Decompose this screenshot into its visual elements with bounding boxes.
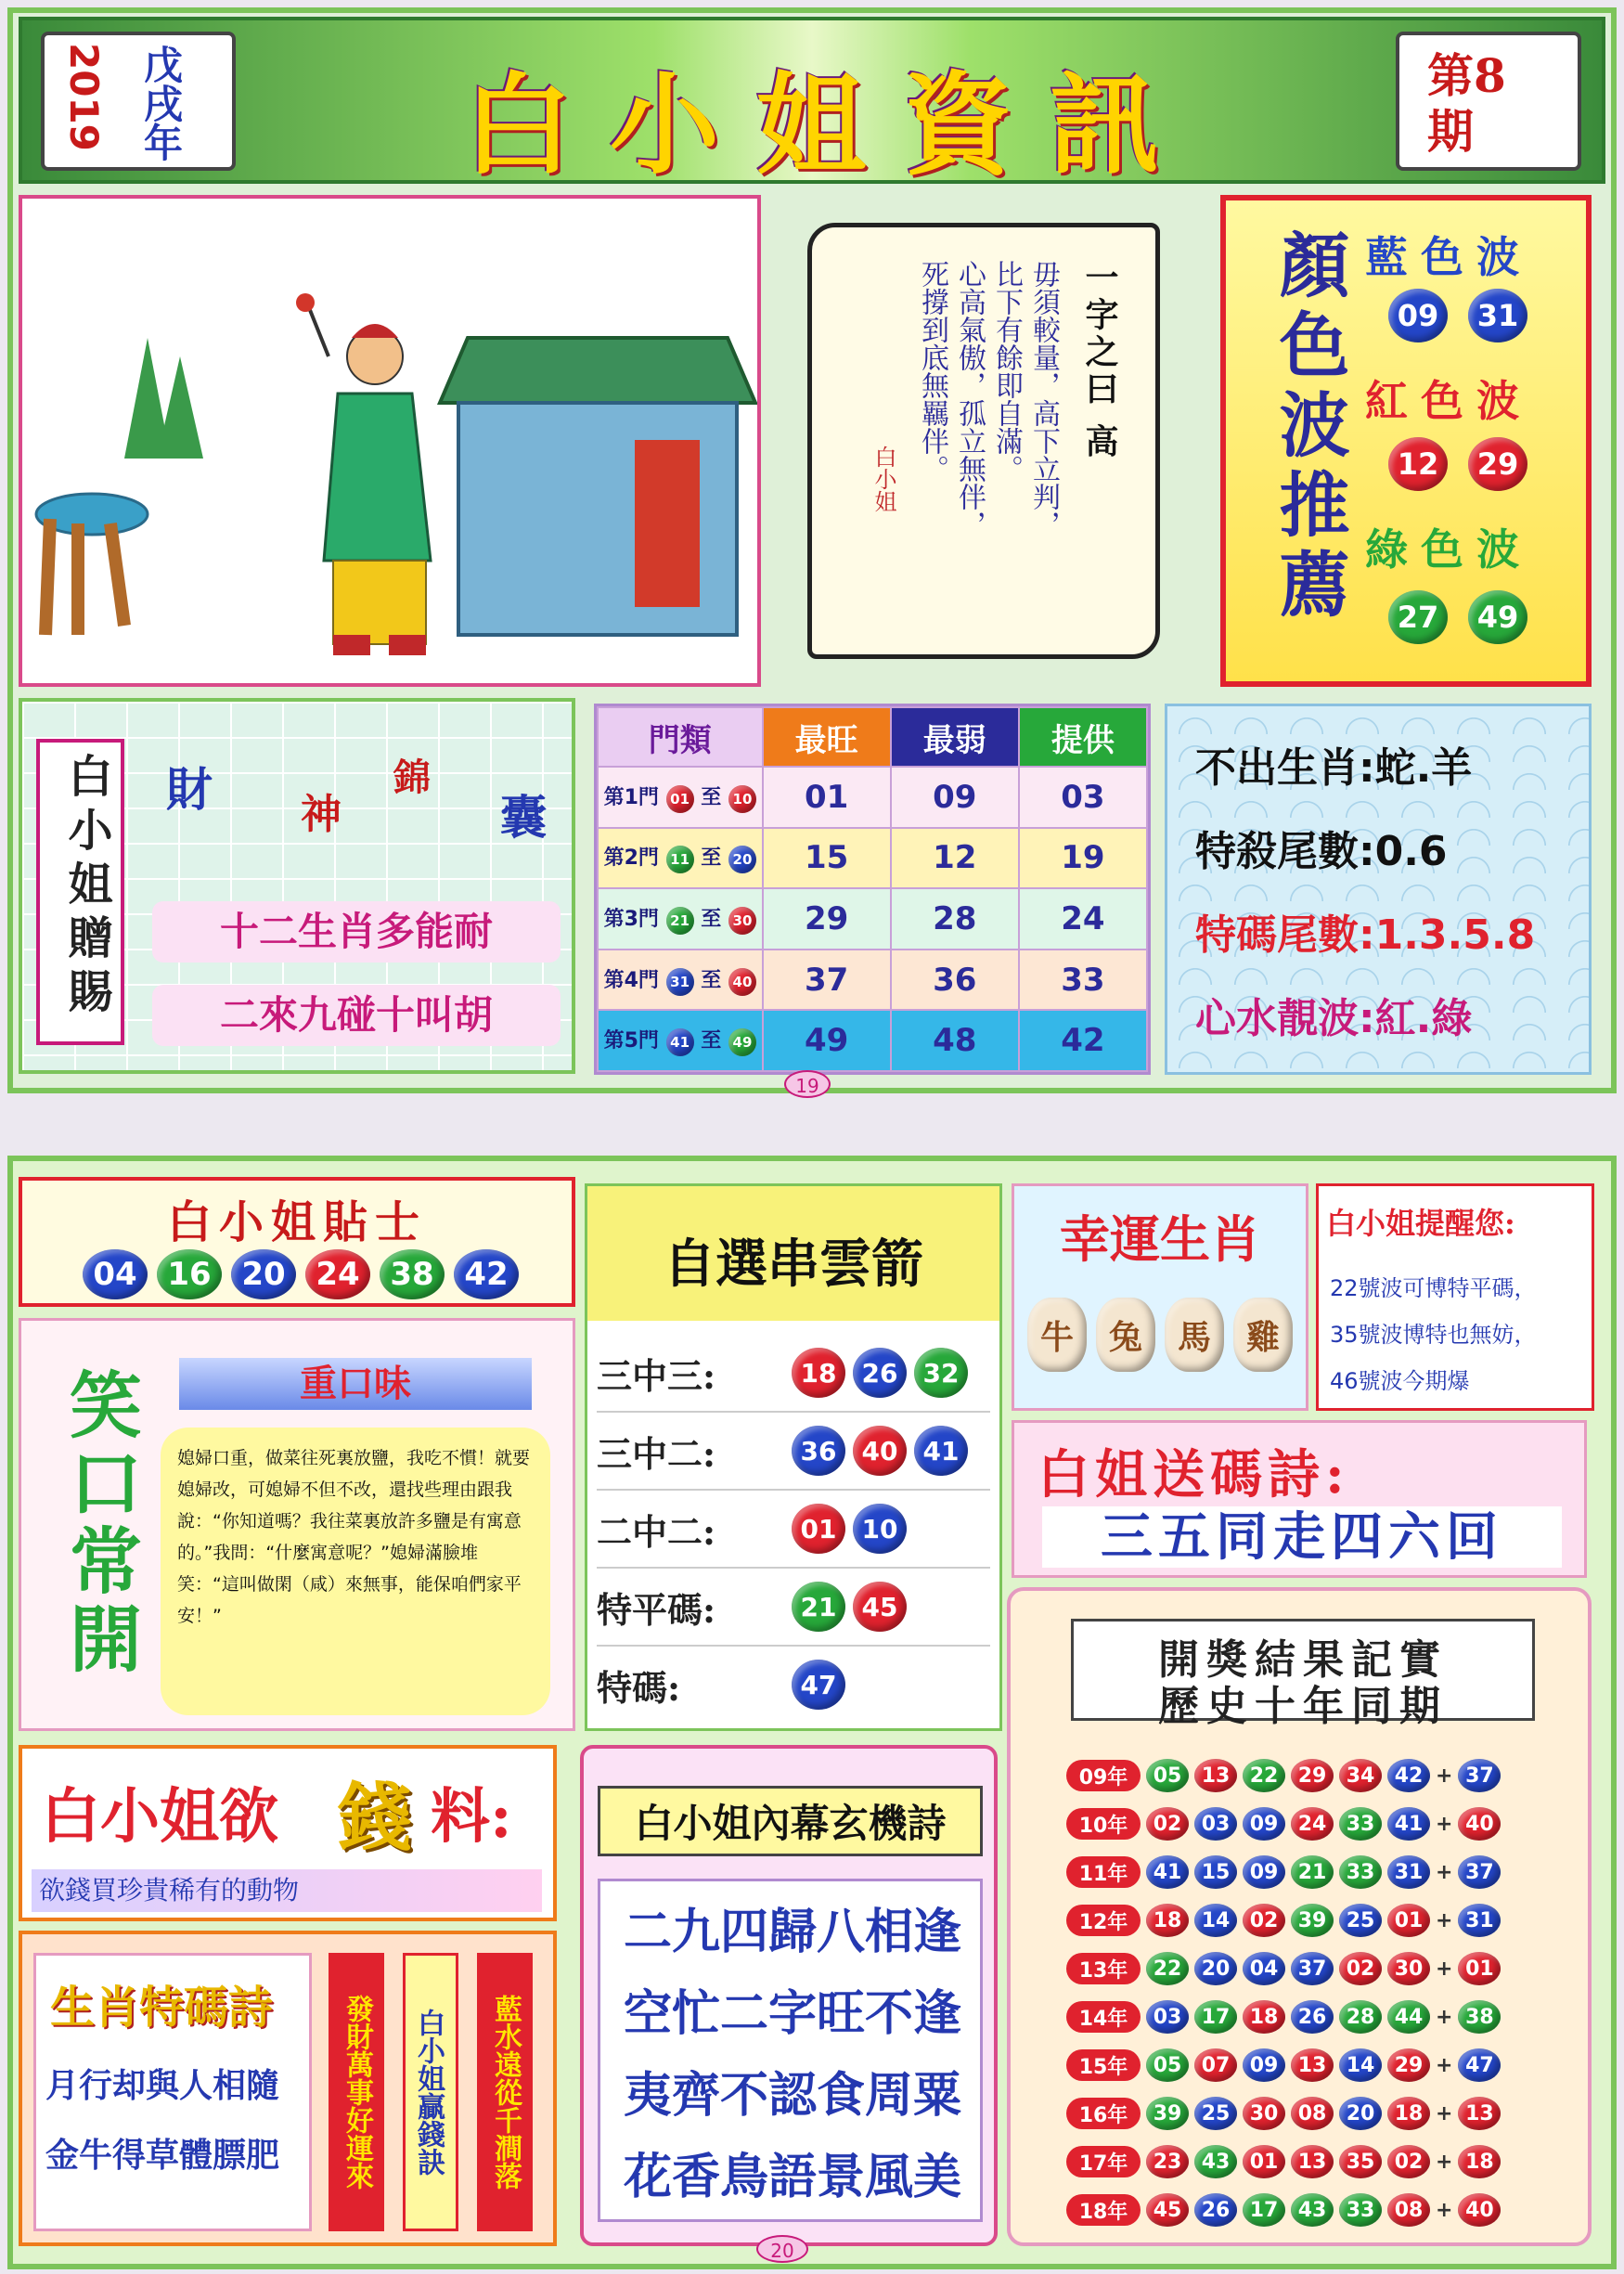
range-from: 21 — [666, 907, 694, 935]
history-year: 12年 — [1066, 1905, 1141, 1936]
history-number-ball: 25 — [1339, 1904, 1382, 1937]
history-number-ball: 18 — [1243, 2000, 1285, 2034]
table-cell: 19 — [1019, 828, 1147, 889]
number-ball: 40 — [853, 1426, 907, 1476]
history-number-ball: 22 — [1146, 1952, 1189, 1985]
history-special-ball: 40 — [1458, 1807, 1501, 1841]
lucky-animals — [1027, 1298, 1293, 1372]
year-book — [41, 32, 236, 171]
history-number-ball: 13 — [1291, 2048, 1334, 2082]
history-number-ball: 39 — [1146, 2097, 1189, 2130]
history-number-ball: 01 — [1387, 1904, 1430, 1937]
history-row — [1066, 1806, 1586, 1841]
joke-text: 媳婦口重，做菜往死裏放鹽，我吃不慣！就要媳婦改，可媳婦不但不改，還找些理由跟我說：“你知道嗎？我往菜裏放許多鹽是有寓意的。”我問：“什麼寓意呢？”媳婦滿臉堆笑：“這叫做閑（咸）來無事，能保咱們家平安！” — [161, 1428, 550, 1715]
history-number-ball: 33 — [1339, 1855, 1382, 1889]
reminder-panel — [1316, 1183, 1594, 1411]
stats-panel — [1165, 704, 1592, 1075]
history-year: 10年 — [1066, 1808, 1141, 1840]
history-number-ball: 02 — [1339, 1952, 1382, 1985]
history-year: 18年 — [1066, 2194, 1141, 2226]
table-cell: 48 — [891, 1010, 1019, 1071]
history-number-ball: 26 — [1291, 2000, 1334, 2034]
history-number-ball: 42 — [1387, 1759, 1430, 1792]
range-to: 30 — [728, 907, 756, 935]
range-to-char: 至 — [701, 907, 722, 931]
history-number-ball: 41 — [1387, 1807, 1430, 1841]
wave-numbers-blue — [1388, 289, 1527, 342]
history-number-ball: 33 — [1339, 2193, 1382, 2227]
range-to: 40 — [728, 968, 756, 996]
number-ball: 27 — [1388, 590, 1448, 644]
history-number-ball: 17 — [1194, 2000, 1237, 2034]
inner-poem-panel — [580, 1745, 998, 2246]
history-number-ball: 26 — [1194, 2193, 1237, 2227]
history-year: 15年 — [1066, 2049, 1141, 2081]
zodiac-poem-line-2: 金牛得草體膘肥 — [45, 2136, 280, 2175]
history-number-ball: 09 — [1243, 1807, 1285, 1841]
history-title-1: 開獎結果記實 — [1158, 1636, 1448, 1684]
gate-range — [598, 767, 763, 828]
history-row — [1066, 1854, 1586, 1890]
history-number-ball: 44 — [1387, 2000, 1430, 2034]
history-number-ball: 18 — [1146, 1904, 1189, 1937]
history-row — [1066, 2096, 1586, 2131]
history-number-ball: 14 — [1194, 1904, 1237, 1937]
history-number-ball: 18 — [1387, 2097, 1430, 2130]
gate-name: 第5門 — [603, 1029, 659, 1053]
inner-poem-line-2: 空忙二字旺不逢 — [623, 1985, 961, 2042]
history-special-ball: 13 — [1458, 2097, 1501, 2130]
gate-table — [597, 706, 1148, 1072]
stat-kill-tail: 特殺尾數:0.6 — [1195, 828, 1448, 875]
gate-name: 第3門 — [603, 907, 659, 931]
history-number-ball: 04 — [1243, 1952, 1285, 1985]
history-number-ball: 01 — [1243, 2145, 1285, 2178]
history-number-ball: 29 — [1291, 1759, 1334, 1792]
history-number-ball: 05 — [1146, 2048, 1189, 2082]
history-year: 09年 — [1066, 1760, 1141, 1791]
history-row — [1066, 2048, 1586, 2083]
inner-poem-line-1: 二九四歸八相逢 — [623, 1904, 961, 1960]
want-money-panel — [19, 1745, 557, 1921]
history-number-ball: 09 — [1243, 1855, 1285, 1889]
history-special-ball: 18 — [1458, 2145, 1501, 2178]
money-char: 錢 — [338, 1774, 412, 1861]
joke-side-title: 笑口常開 — [58, 1367, 142, 1679]
table-cell: 24 — [1019, 888, 1147, 950]
history-year: 13年 — [1066, 1953, 1141, 1984]
history-number-ball: 13 — [1291, 2145, 1334, 2178]
history-number-ball: 30 — [1387, 1952, 1430, 1985]
rabbit-icon: 兔 — [1096, 1298, 1155, 1372]
history-number-ball: 05 — [1146, 1759, 1189, 1792]
number-ball: 24 — [305, 1249, 370, 1299]
range-from: 01 — [666, 785, 694, 813]
history-year: 17年 — [1066, 2146, 1141, 2177]
bag-char-2: 神 — [301, 791, 342, 838]
want-money-subtitle: 欲錢買珍貴稀有的動物 — [32, 1869, 542, 1912]
history-year: 14年 — [1066, 2001, 1141, 2033]
history-panel — [1007, 1587, 1592, 2246]
scroll-line-1: 毋須較量，高下立判， — [1027, 260, 1060, 538]
wave-label-green: 綠色波 — [1365, 524, 1532, 575]
range-to: 10 — [728, 785, 756, 813]
history-number-ball: 24 — [1291, 1807, 1334, 1841]
history-special-ball: 38 — [1458, 2000, 1501, 2034]
table-cell: 37 — [763, 950, 891, 1011]
gate-range — [598, 1010, 763, 1071]
history-number-ball: 41 — [1146, 1855, 1189, 1889]
history-number-ball: 33 — [1339, 1807, 1382, 1841]
history-number-ball: 02 — [1243, 1904, 1285, 1937]
wave-numbers-red — [1388, 437, 1527, 491]
want-money-title-a: 白小姐欲 — [41, 1782, 278, 1852]
table-cell: 03 — [1019, 767, 1147, 828]
joke-panel — [19, 1318, 575, 1731]
inner-poem-line-3: 夷齊不認食周粟 — [623, 2067, 961, 2124]
stat-wave: 心水靚波:紅.綠 — [1195, 995, 1473, 1042]
story-illustration — [22, 199, 757, 683]
reminder-line-2: 35號波博特也無妨， — [1330, 1322, 1537, 1348]
ox-icon: 牛 — [1027, 1298, 1087, 1372]
history-year: 16年 — [1066, 2098, 1141, 2129]
self-pick-panel — [585, 1183, 1002, 1731]
history-special-ball: 01 — [1458, 1952, 1501, 1985]
table-row — [598, 767, 1147, 828]
history-special-ball: 37 — [1458, 1855, 1501, 1889]
inner-poem-title: 白小姐內幕玄機詩 — [598, 1786, 983, 1856]
history-special-ball: 47 — [1458, 2048, 1501, 2082]
header-banner — [19, 17, 1605, 189]
reminder-line-1: 22號波可博特平碼， — [1330, 1275, 1537, 1301]
number-ball: 42 — [454, 1249, 519, 1299]
plus-sign: + — [1436, 2198, 1453, 2222]
history-number-ball: 15 — [1194, 1855, 1237, 1889]
issue-label: 第8期 — [1427, 48, 1506, 159]
issue-book — [1396, 32, 1581, 171]
plus-sign: + — [1436, 2053, 1453, 2077]
history-number-ball: 25 — [1194, 2097, 1237, 2130]
history-row — [1066, 1999, 1586, 2035]
gate-range — [598, 950, 763, 1011]
plus-sign: + — [1436, 1957, 1453, 1981]
history-number-ball: 43 — [1291, 2193, 1334, 2227]
number-ball: 01 — [792, 1504, 845, 1554]
gate-header: 門類 — [598, 707, 763, 767]
history-year: 11年 — [1066, 1856, 1141, 1888]
tips-title: 白小姐貼士 — [166, 1196, 427, 1248]
plus-sign: + — [1436, 2005, 1453, 2029]
history-special-ball: 37 — [1458, 1759, 1501, 1792]
number-ball: 29 — [1468, 437, 1527, 491]
bag-char-3: 錦 — [393, 756, 431, 799]
pick-row — [597, 1491, 990, 1569]
number-ball: 36 — [792, 1426, 845, 1476]
number-ball: 12 — [1388, 437, 1448, 491]
scroll-line-3: 心高氣傲，孤立無伴， — [953, 260, 986, 538]
pick-label: 特碼: — [597, 1666, 681, 1709]
stat-special-tail: 特碼尾數:1.3.5.8 — [1195, 911, 1536, 959]
table-cell: 36 — [891, 950, 1019, 1011]
number-ball: 20 — [231, 1249, 296, 1299]
plus-sign: + — [1436, 1860, 1453, 1884]
banner-right: 藍水遠從千澗落 — [477, 1953, 533, 2231]
table-row — [598, 828, 1147, 889]
history-number-ball: 29 — [1387, 2048, 1430, 2082]
gate-header: 最旺 — [763, 707, 891, 767]
number-ball: 04 — [83, 1249, 148, 1299]
pick-row — [597, 1569, 990, 1647]
lucky-title: 幸運生肖 — [1060, 1209, 1260, 1269]
inner-poem-line-4: 花香鳥語景風美 — [623, 2149, 961, 2205]
table-row — [598, 888, 1147, 950]
history-number-ball: 39 — [1291, 1904, 1334, 1937]
range-from: 41 — [666, 1028, 694, 1056]
wave-numbers-green — [1388, 590, 1527, 644]
year-name: 戊戌年 — [138, 45, 184, 162]
table-cell: 33 — [1019, 950, 1147, 1011]
table-cell: 12 — [891, 828, 1019, 889]
history-number-ball: 02 — [1146, 1807, 1189, 1841]
table-cell: 09 — [891, 767, 1019, 828]
history-number-ball: 03 — [1146, 2000, 1189, 2034]
stat-no-zodiac: 不出生肖:蛇.羊 — [1195, 744, 1473, 792]
color-wave-title: 顏色波推薦 — [1268, 228, 1350, 627]
history-number-ball: 43 — [1194, 2145, 1237, 2178]
table-row — [598, 1010, 1147, 1071]
plus-sign: + — [1436, 2150, 1453, 2174]
number-ball: 41 — [914, 1426, 968, 1476]
history-number-ball: 30 — [1243, 2097, 1285, 2130]
history-number-ball: 07 — [1194, 2048, 1237, 2082]
history-number-ball: 28 — [1339, 2000, 1382, 2034]
history-number-ball: 08 — [1291, 2097, 1334, 2130]
history-row — [1066, 1903, 1586, 1938]
rooster-icon: 雞 — [1233, 1298, 1293, 1372]
gift-line-2: 二來九碰十叫胡 — [152, 985, 561, 1046]
history-number-ball: 20 — [1194, 1952, 1237, 1985]
send-poem-line: 三五同走四六回 — [1042, 1506, 1562, 1568]
table-cell: 15 — [763, 828, 891, 889]
gift-side-title: 白小姐贈賜 — [60, 753, 112, 1022]
gate-header: 提供 — [1019, 707, 1147, 767]
history-number-ball: 31 — [1387, 1855, 1430, 1889]
zodiac-poem-line-1: 月行却與人相隨 — [45, 2066, 280, 2105]
range-to: 49 — [728, 1028, 756, 1056]
scroll-line-2: 比下有餘即自滿。 — [990, 260, 1023, 483]
plus-sign: + — [1436, 2101, 1453, 2125]
range-to-char: 至 — [701, 785, 722, 809]
gate-range — [598, 888, 763, 950]
history-number-ball: 02 — [1387, 2145, 1430, 2178]
number-ball: 32 — [914, 1348, 968, 1398]
banner-middle: 白小姐贏錢訣 — [403, 1953, 458, 2231]
number-ball: 31 — [1468, 289, 1527, 342]
joke-banner: 重口味 — [179, 1358, 532, 1410]
history-special-ball: 40 — [1458, 2193, 1501, 2227]
page-number-bottom: 20 — [756, 2235, 808, 2263]
pick-row — [597, 1647, 990, 1723]
table-row — [598, 950, 1147, 1011]
zodiac-poem-panel — [19, 1931, 557, 2246]
history-row — [1066, 2192, 1586, 2228]
gift-line-1: 十二生肖多能耐 — [152, 901, 561, 963]
pick-label: 三中二: — [597, 1432, 716, 1475]
history-number-ball: 09 — [1243, 2048, 1285, 2082]
history-number-ball: 20 — [1339, 2097, 1382, 2130]
scroll-line-4: 死撐到底無羈伴。 — [916, 260, 948, 483]
history-number-ball: 13 — [1194, 1759, 1237, 1792]
history-number-ball: 45 — [1146, 2193, 1189, 2227]
history-special-ball: 31 — [1458, 1904, 1501, 1937]
history-rows — [1066, 1758, 1586, 2241]
gate-table-panel — [594, 704, 1151, 1075]
self-pick-rows — [597, 1335, 990, 1723]
bag-char-4: 囊 — [500, 790, 547, 845]
plus-sign: + — [1436, 1764, 1453, 1788]
scroll-heading: 一字之曰 高 — [1080, 260, 1119, 461]
bag-char-1: 財 — [166, 762, 213, 817]
history-number-ball: 37 — [1291, 1952, 1334, 1985]
number-ball: 47 — [792, 1660, 845, 1710]
number-ball: 26 — [853, 1348, 907, 1398]
scroll-signature: 白小姐 — [870, 446, 896, 512]
wave-label-blue: 藍色波 — [1365, 232, 1532, 282]
history-number-ball: 14 — [1339, 2048, 1382, 2082]
number-ball: 38 — [380, 1249, 445, 1299]
gate-name: 第4門 — [603, 968, 659, 992]
tips-numbers — [83, 1249, 519, 1299]
table-cell: 49 — [763, 1010, 891, 1071]
table-cell: 01 — [763, 767, 891, 828]
number-ball: 21 — [792, 1582, 845, 1632]
tips-panel — [19, 1177, 575, 1307]
history-number-ball: 17 — [1243, 2193, 1285, 2227]
number-ball: 49 — [1468, 590, 1527, 644]
range-to: 20 — [728, 846, 756, 873]
history-row — [1066, 2144, 1586, 2179]
page-title: 白小姐資訊 — [462, 60, 1196, 189]
zodiac-poem-title: 生肖特碼詩 — [50, 1982, 274, 2034]
history-number-ball: 22 — [1243, 1759, 1285, 1792]
gate-header: 最弱 — [891, 707, 1019, 767]
history-number-ball: 08 — [1387, 2193, 1430, 2227]
banner-left: 發財萬事好運來 — [329, 1953, 384, 2231]
plus-sign: + — [1436, 1908, 1453, 1932]
range-from: 11 — [666, 846, 694, 873]
self-pick-title: 自選串雲箭 — [664, 1234, 923, 1295]
send-poem-title: 白姐送碼詩: — [1038, 1444, 1350, 1505]
history-row — [1066, 1951, 1586, 1986]
pick-row — [597, 1413, 990, 1491]
pick-row — [597, 1335, 990, 1413]
page-number-top: 19 — [784, 1070, 831, 1098]
illustration-panel — [19, 195, 761, 687]
history-number-ball: 03 — [1194, 1807, 1237, 1841]
color-wave-panel — [1220, 195, 1592, 687]
history-number-ball: 23 — [1146, 2145, 1189, 2178]
reminder-title: 白小姐提醒您: — [1326, 1206, 1515, 1241]
gift-panel — [19, 698, 575, 1074]
number-ball: 09 — [1388, 289, 1448, 342]
number-ball: 16 — [157, 1249, 222, 1299]
range-to-char: 至 — [701, 968, 722, 992]
range-from: 31 — [666, 968, 694, 996]
gate-name: 第2門 — [603, 846, 659, 871]
lucky-panel — [1012, 1183, 1308, 1411]
history-number-ball: 21 — [1291, 1855, 1334, 1889]
year-label: 2019 — [61, 43, 107, 151]
table-cell: 28 — [891, 888, 1019, 950]
reminder-line-3: 46號波今期爆 — [1330, 1368, 1470, 1394]
range-to-char: 至 — [701, 846, 722, 871]
gate-name: 第1門 — [603, 785, 659, 809]
range-to-char: 至 — [701, 1029, 722, 1053]
table-cell: 42 — [1019, 1010, 1147, 1071]
history-number-ball: 34 — [1339, 1759, 1382, 1792]
wave-label-red: 紅色波 — [1365, 376, 1532, 426]
horse-icon: 馬 — [1165, 1298, 1224, 1372]
gate-range — [598, 828, 763, 889]
pick-label: 三中三: — [597, 1354, 716, 1397]
pick-label: 二中二: — [597, 1510, 716, 1553]
history-title-2: 歷史十年同期 — [1158, 1683, 1448, 1730]
history-row — [1066, 1758, 1586, 1793]
send-poem-panel — [1012, 1420, 1587, 1578]
plus-sign: + — [1436, 1812, 1453, 1836]
number-ball: 45 — [853, 1582, 907, 1632]
poem-scroll — [780, 204, 1188, 678]
number-ball: 18 — [792, 1348, 845, 1398]
table-cell: 29 — [763, 888, 891, 950]
want-money-title-b: 料: — [431, 1782, 512, 1852]
pick-label: 特平碼: — [597, 1588, 716, 1631]
number-ball: 10 — [853, 1504, 907, 1554]
history-number-ball: 35 — [1339, 2145, 1382, 2178]
